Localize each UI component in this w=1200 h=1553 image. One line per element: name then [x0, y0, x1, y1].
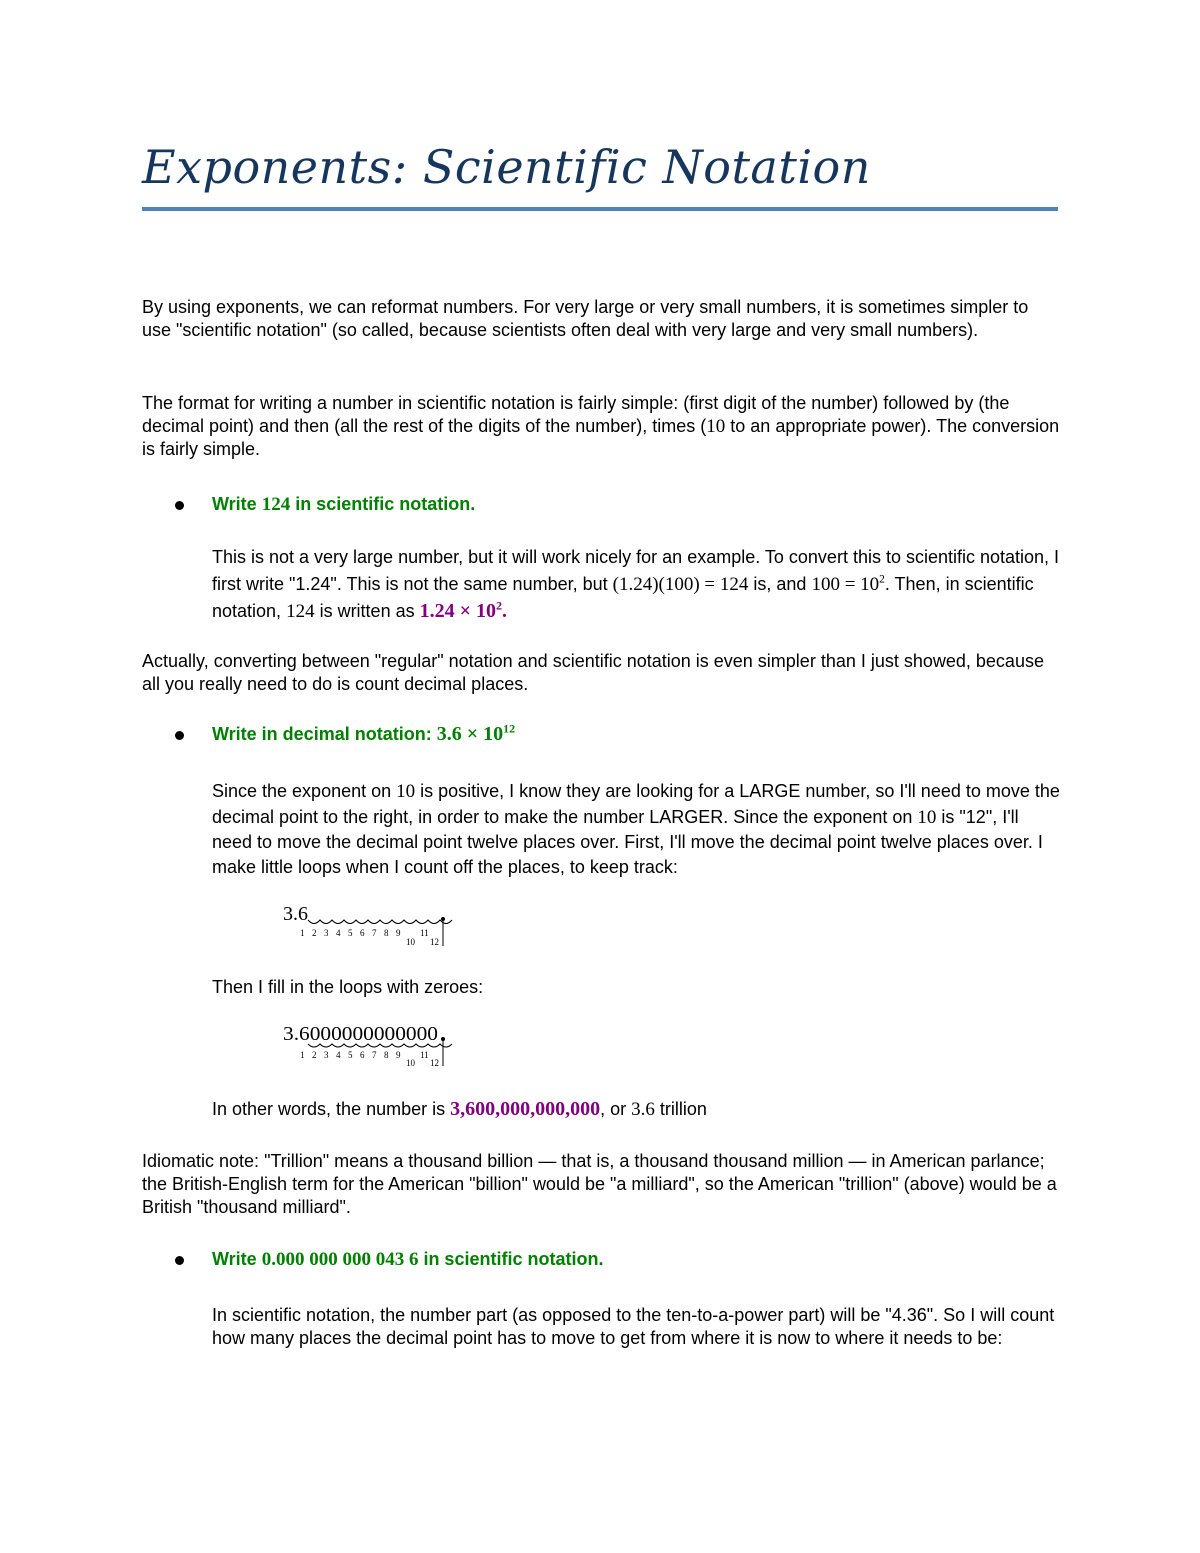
- body-text: , or: [600, 1099, 632, 1119]
- bullet-icon: [175, 501, 184, 510]
- example-1-answer: [420, 600, 507, 622]
- answer-base: 1.24 × 10: [419, 600, 496, 622]
- loop-digit: 6: [360, 928, 365, 938]
- loop-digit: 10: [406, 937, 415, 947]
- page-title: Exponents: Scientific Notation: [142, 140, 871, 194]
- loop-digit: 9: [396, 1050, 401, 1060]
- loop-digit: 3: [324, 928, 329, 938]
- math-expression: 124: [286, 601, 315, 622]
- decimal-loops-filled-diagram: [280, 1018, 460, 1070]
- body-text: is written as: [314, 601, 420, 621]
- math-expression: [811, 574, 884, 595]
- loop-digit: 11: [420, 928, 429, 938]
- body-text: is positive, I know they are looking for a LARGE number, so I'll need to move the decimal point to the right, in order to make the number LARGER. Since the exponent on: [212, 781, 1060, 827]
- format-text-a: The format for writing a number in scientific notation is fairly simple: (first digit of the number) followed by (the decimal point) and then (all the rest of the digits of the number), times (: [142, 393, 1010, 436]
- decimal-loops-diagram: [280, 898, 460, 950]
- body-text: . Then, in scientific notation,: [212, 574, 1034, 621]
- body-text: In other words, the number is: [212, 1099, 451, 1119]
- heading-math: 124: [261, 494, 291, 515]
- heading-math: 0.000 000 000 043 6: [261, 1249, 419, 1270]
- math-exponent: 2: [879, 573, 885, 586]
- loop-digit: 8: [384, 1050, 389, 1060]
- loop-digit: 4: [336, 928, 341, 938]
- decimal-point-marker: [441, 1037, 445, 1041]
- idiom-note: Idiomatic note: "Trillion" means a thousand billion — that is, a thousand thousand million — in American parlance; the British-English term for the American "billion" would be "a milliard", so the American "trillion" (above) would be a British "thousand milliard".: [142, 1151, 1057, 1217]
- example-2-body: [212, 779, 1062, 879]
- body-text: Since the exponent on: [212, 781, 397, 801]
- example-1-body: [212, 544, 1062, 625]
- example-2-heading: [212, 723, 515, 746]
- body-text: is "12", I'll need to move the decimal point twelve places over. First, I'll move the decimal point twelve places over. I make little loops when I count off the places, to keep track:: [212, 806, 1043, 877]
- loop-digit: 9: [396, 928, 401, 938]
- decimal-point-marker: [441, 917, 445, 921]
- example-1-heading: [212, 493, 475, 516]
- math-ten: 10: [706, 416, 726, 437]
- heading-text: in scientific notation.: [290, 494, 476, 514]
- loop-digit: 12: [430, 1058, 439, 1068]
- loop-digit: 2: [312, 928, 317, 938]
- loop-digit: 7: [372, 1050, 377, 1060]
- answer-exponent: 2: [496, 598, 502, 613]
- heading-text: in scientific notation.: [418, 1249, 604, 1269]
- example-3-body: In scientific notation, the number part (as opposed to the ten-to-a-power part) will be "4.36". So I will count how many places the decimal point has to move to get from where it is now to where it needs to be:: [212, 1305, 1055, 1348]
- loop-digit: 1: [300, 928, 305, 938]
- math-expression: (1.24)(100) = 124: [612, 574, 749, 595]
- loop-arcs: [308, 920, 452, 924]
- loop-digit: 7: [372, 928, 377, 938]
- loop-digit: 2: [312, 1050, 317, 1060]
- math-expression: 3.6: [631, 1099, 655, 1120]
- heading-text: Write: [212, 494, 262, 514]
- loop-digit: 1: [300, 1050, 305, 1060]
- loop-digit: 5: [348, 1050, 353, 1060]
- body-text: is, and: [748, 574, 812, 594]
- result-number: 3,600,000,000,000: [450, 1098, 601, 1120]
- heading-text: Write: [212, 1249, 262, 1269]
- fill-paragraph: Then I fill in the loops with zeroes:: [212, 977, 484, 997]
- loop-digit: 12: [430, 937, 439, 947]
- math-ten: 10: [396, 781, 416, 802]
- math-base: 3.6 × 10: [436, 723, 504, 745]
- result-paragraph: [212, 1098, 1062, 1121]
- loop-digit: 8: [384, 928, 389, 938]
- heading-text: Write in decimal notation:: [212, 724, 437, 744]
- loop-digit: 5: [348, 928, 353, 938]
- loop-number-filled: 3.6000000000000: [283, 1023, 438, 1045]
- bullet-icon: [175, 1256, 184, 1265]
- loop-number: 3.6: [283, 903, 308, 925]
- math-base: 100 = 10: [811, 574, 880, 595]
- answer-period: .: [502, 600, 507, 622]
- intro-paragraph: By using exponents, we can reformat numbers. For very large or very small numbers, it is sometimes simpler to use "scientific notation" (so called, because scientists often deal with very large and very small numbers).: [142, 297, 1029, 340]
- loop-digit: 6: [360, 1050, 365, 1060]
- loop-digit: 11: [420, 1050, 429, 1060]
- format-text-b: to an appropriate power). The conversion is fairly simple.: [142, 416, 1060, 459]
- loop-digit: 10: [406, 1058, 415, 1068]
- math-exponent: 12: [503, 721, 516, 736]
- heading-math: [437, 723, 515, 745]
- body-text: trillion: [654, 1099, 707, 1119]
- body-text: This is not a very large number, but it will work nicely for an example. To convert this to scientific notation, I first write "1.24". This is not the same number, but: [212, 547, 1060, 594]
- title-underline: [142, 207, 1058, 211]
- loop-digit: 4: [336, 1050, 341, 1060]
- example-3-heading: [212, 1248, 603, 1271]
- format-paragraph: [142, 392, 1062, 461]
- math-ten: 10: [917, 806, 937, 828]
- actually-paragraph: Actually, converting between "regular" notation and scientific notation is even simpler than I just showed, because all you really need to do is count decimal places.: [142, 651, 1044, 694]
- loop-digit: 3: [324, 1050, 329, 1060]
- bullet-icon: [175, 731, 184, 740]
